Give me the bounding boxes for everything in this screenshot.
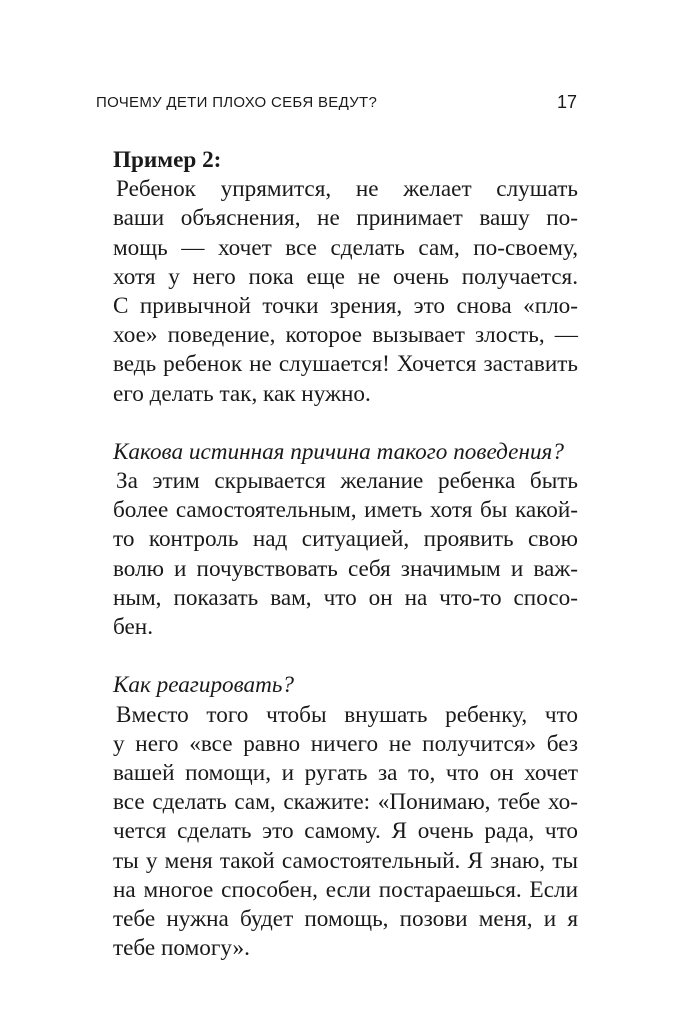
- paragraph-gap: [113, 642, 578, 671]
- question-heading-react: Как реагировать?: [113, 672, 295, 699]
- question-heading-cause: Какова истинная причина такого поведения?: [113, 438, 564, 465]
- paragraph-3-line: ты у меня такой самостоятельный. Я знаю, ты: [113, 847, 578, 874]
- paragraph-3-line: вашей помощи, и ругать за то, что он хочет: [113, 759, 578, 786]
- paragraph-1-line: хое» поведение, которое вызывает злость, —: [113, 322, 578, 349]
- paragraph-1-line: мощь — хочет все сделать сам, по-своему,: [113, 234, 578, 261]
- paragraph-2-line: ным, показать вам, что он на что-то спосо-: [113, 584, 578, 611]
- paragraph-1-line: его делать так, как нужно.: [113, 380, 371, 407]
- paragraph-3-line: тебе помогу».: [113, 935, 250, 962]
- paragraph-3-line: тебе нужна будет помощь, позови меня, и я: [113, 905, 578, 932]
- paragraph-gap: [113, 409, 578, 438]
- page-number: 17: [556, 92, 577, 112]
- paragraph-1-line: ваши объяснения, не принимает вашу по-: [113, 205, 578, 232]
- paragraph-2-line: волю и почувствовать себя значимым и важ-: [113, 555, 578, 582]
- paragraph-1-line: хотя у него пока еще не очень получается.: [113, 263, 578, 290]
- paragraph-1-line: ведь ребенок не слушается! Хочется заставить: [113, 351, 578, 378]
- example-heading: Пример 2:: [113, 147, 222, 173]
- paragraph-3-line: на многое способен, если постараешься. Если: [113, 876, 578, 903]
- paragraph-3-line: чется сделать это самому. Я очень рада, что: [113, 818, 578, 845]
- running-title: ПОЧЕМУ ДЕТИ ПЛОХО СЕБЯ ВЕДУТ?: [96, 94, 378, 111]
- paragraph-2-line: бен.: [113, 614, 153, 640]
- paragraph-2-line: более самостоятельным, иметь хотя бы какой-: [113, 497, 578, 524]
- paragraph-2-line: За этим скрывается желание ребенка быть: [116, 468, 578, 495]
- paragraph-2-line: то контроль над ситуацией, проявить свою: [113, 526, 578, 553]
- paragraph-3-line: все сделать сам, скажите: «Понимаю, тебе хо-: [113, 789, 578, 816]
- page-body: [113, 146, 578, 963]
- paragraph-3-line: Вместо того чтобы внушать ребенку, что: [116, 701, 578, 728]
- paragraph-1-line: С привычной точки зрения, это снова «пло-: [113, 292, 578, 319]
- paragraph-1-line: Ребенок упрямится, не желает слушать: [116, 176, 578, 203]
- paragraph-3-line: у него «все равно ничего не получится» без: [113, 730, 578, 757]
